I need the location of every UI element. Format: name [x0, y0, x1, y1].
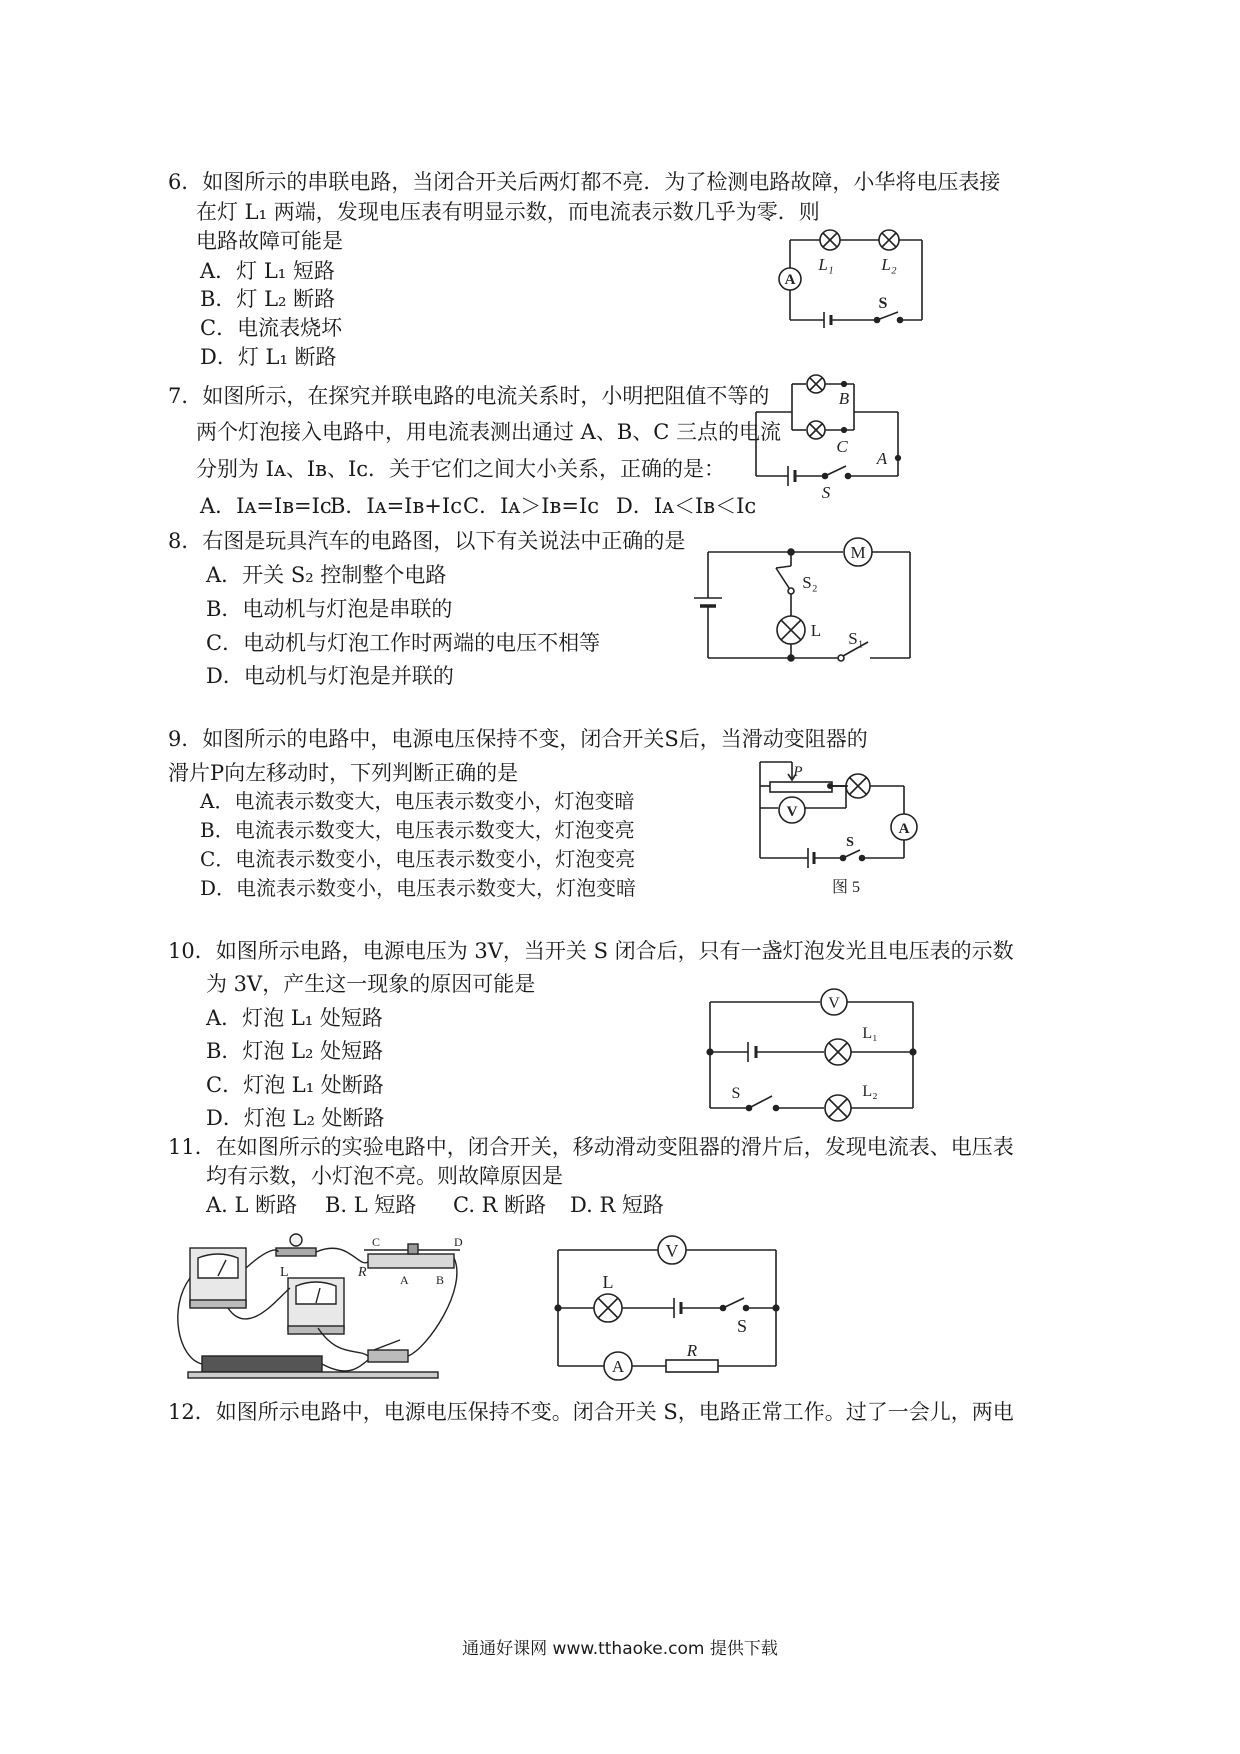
q8-motor-label: M [850, 543, 866, 562]
q6-circuit-diagram [776, 222, 936, 332]
q10-option-a: A．灯泡 L₁ 处短路 [206, 1006, 383, 1030]
q6-lamp2-label: L₂ [881, 255, 897, 274]
q7-point-a-label: A [876, 449, 888, 468]
q10-line-2: 为 3V，产生这一现象的原因可能是 [206, 972, 536, 996]
q9-slider-label: P [793, 764, 803, 780]
q6-line-3: 电路故障可能是 [196, 229, 343, 253]
q11-ammeter-label: A [611, 1357, 625, 1376]
q6-lamp1-label: L₁ [818, 255, 834, 274]
q9-switch-label: S [846, 835, 854, 850]
q9-line-2: 滑片P向左移动时，下列判断正确的是 [168, 761, 519, 785]
q6-line-1: 6．如图所示的串联电路，当闭合开关后两灯都不亮．为了检测电路故障，小华将电压表接 [168, 170, 1001, 194]
q10-lamp1-label: L₁ [862, 1025, 878, 1042]
q11-photo-rheostat-label: R [358, 1265, 367, 1280]
q11-option-a: A. L 断路 [206, 1193, 298, 1217]
q12-line-1: 12．如图所示电路中，电源电压保持不变。闭合开关 S，电路正常工作。过了一会儿，两电 [168, 1400, 1014, 1424]
q10-lamp2-label: L₂ [862, 1083, 878, 1100]
q11-option-b: B. L 短路 [325, 1193, 417, 1217]
q10-option-c: C．灯泡 L₁ 处断路 [206, 1073, 384, 1097]
q11-voltmeter-label: V [665, 1241, 679, 1261]
q7-option-a: A．Iᴀ=Iʙ=Iᴄ [200, 494, 332, 518]
q8-switch2-label: S₂ [802, 573, 818, 592]
q6-line-2: 在灯 L₁ 两端，发现电压表有明显示数，而电流表示数几乎为零．则 [196, 200, 820, 224]
q10-voltmeter-label: V [828, 995, 840, 1012]
q7-option-c: C．Iᴀ＞Iʙ=Iᴄ [463, 494, 599, 518]
q11-photo-a-label: A [400, 1273, 409, 1287]
q9-figure-caption: 图 5 [831, 879, 861, 896]
q7-line-3: 分别为 Iᴀ、Iʙ、Iᴄ．关于它们之间大小关系，正确的是： [196, 457, 726, 481]
q7-point-c-label: C [836, 437, 848, 456]
q7-point-b-label: B [838, 389, 850, 408]
q9-voltmeter-label: V [786, 804, 798, 820]
q8-switch1-label: S₁ [848, 629, 864, 648]
q8-option-c: C．电动机与灯泡工作时两端的电压不相等 [206, 631, 601, 655]
q9-option-b: B．电流表示数变大，电压表示数变大，灯泡变亮 [200, 818, 635, 842]
q9-option-d: D．电流表示数变小，电压表示数变大，灯泡变暗 [200, 876, 637, 900]
q9-ammeter-label: A [898, 821, 910, 837]
q10-circuit-diagram [700, 980, 920, 1120]
q11-circuit-diagram [548, 1232, 788, 1382]
q6-option-a: A．灯 L₁ 短路 [200, 259, 335, 283]
q6-option-b: B．灯 L₂ 断路 [200, 287, 336, 311]
q6-switch-label: S [878, 295, 888, 312]
q7-parallel-circuit-diagram [748, 372, 910, 502]
q10-switch-label: S [731, 1085, 741, 1102]
q11-switch-label: S [736, 1316, 748, 1336]
q11-photo-b-label: B [436, 1273, 445, 1287]
q11-resistor-label: R [686, 1341, 698, 1360]
q11-option-d: D. R 短路 [570, 1193, 664, 1217]
q11-photo-lamp-label: L [280, 1265, 289, 1280]
q6-option-d: D．灯 L₁ 断路 [200, 345, 337, 369]
q7-line-1: 7．如图所示，在探究并联电路的电流关系时，小明把阻值不等的 [168, 384, 770, 408]
q10-option-b: B．灯泡 L₂ 处短路 [206, 1039, 384, 1063]
q11-option-c: C. R 断路 [453, 1193, 547, 1217]
q8-option-d: D．电动机与灯泡是并联的 [206, 664, 454, 688]
q6-option-c: C．电流表烧坏 [200, 316, 343, 340]
q9-line-1: 9．如图所示的电路中，电源电压保持不变，闭合开关S后，当滑动变阻器的 [168, 727, 868, 751]
q11-line-1: 11．在如图所示的实验电路中，闭合开关，移动滑动变阻器的滑片后，发现电流表、电压表 [168, 1135, 1014, 1159]
q10-line-1: 10．如图所示电路，电源电压为 3V，当开关 S 闭合后，只有一盏灯泡发光且电压表的示数 [168, 939, 1014, 963]
q11-photo-d-label: D [454, 1235, 463, 1249]
q9-option-a: A．电流表示数变大，电压表示数变小，灯泡变暗 [200, 789, 635, 813]
q11-lamp-label: L [602, 1272, 614, 1292]
q8-lamp-label: L [810, 621, 822, 640]
q7-switch-label: S [821, 483, 831, 502]
q8-option-b: B．电动机与灯泡是串联的 [206, 597, 453, 621]
q8-line-1: 8．右图是玩具汽车的电路图，以下有关说法中正确的是 [168, 529, 686, 553]
q10-option-d: D．灯泡 L₂ 处断路 [206, 1106, 385, 1130]
q11-apparatus-photo [168, 1228, 478, 1388]
q7-option-d: D．Iᴀ＜Iʙ＜Iᴄ [616, 494, 757, 518]
q7-option-b: B．Iᴀ=Iʙ+Iᴄ [330, 494, 462, 518]
q6-ammeter-label: A [784, 272, 796, 288]
q9-rheostat-circuit-diagram [748, 758, 928, 900]
page-footer: 通通好课网 www.tthaoke.com 提供下载 [462, 1639, 778, 1659]
q7-line-2: 两个灯泡接入电路中，用电流表测出通过 A、B、C 三点的电流 [196, 420, 782, 444]
q9-option-c: C．电流表示数变小，电压表示数变小，灯泡变亮 [200, 847, 636, 871]
q11-photo-c-label: C [372, 1235, 381, 1249]
q8-toy-car-circuit-diagram [688, 538, 918, 666]
q11-line-2: 均有示数，小灯泡不亮。则故障原因是 [206, 1164, 563, 1188]
q8-option-a: A．开关 S₂ 控制整个电路 [206, 563, 447, 587]
